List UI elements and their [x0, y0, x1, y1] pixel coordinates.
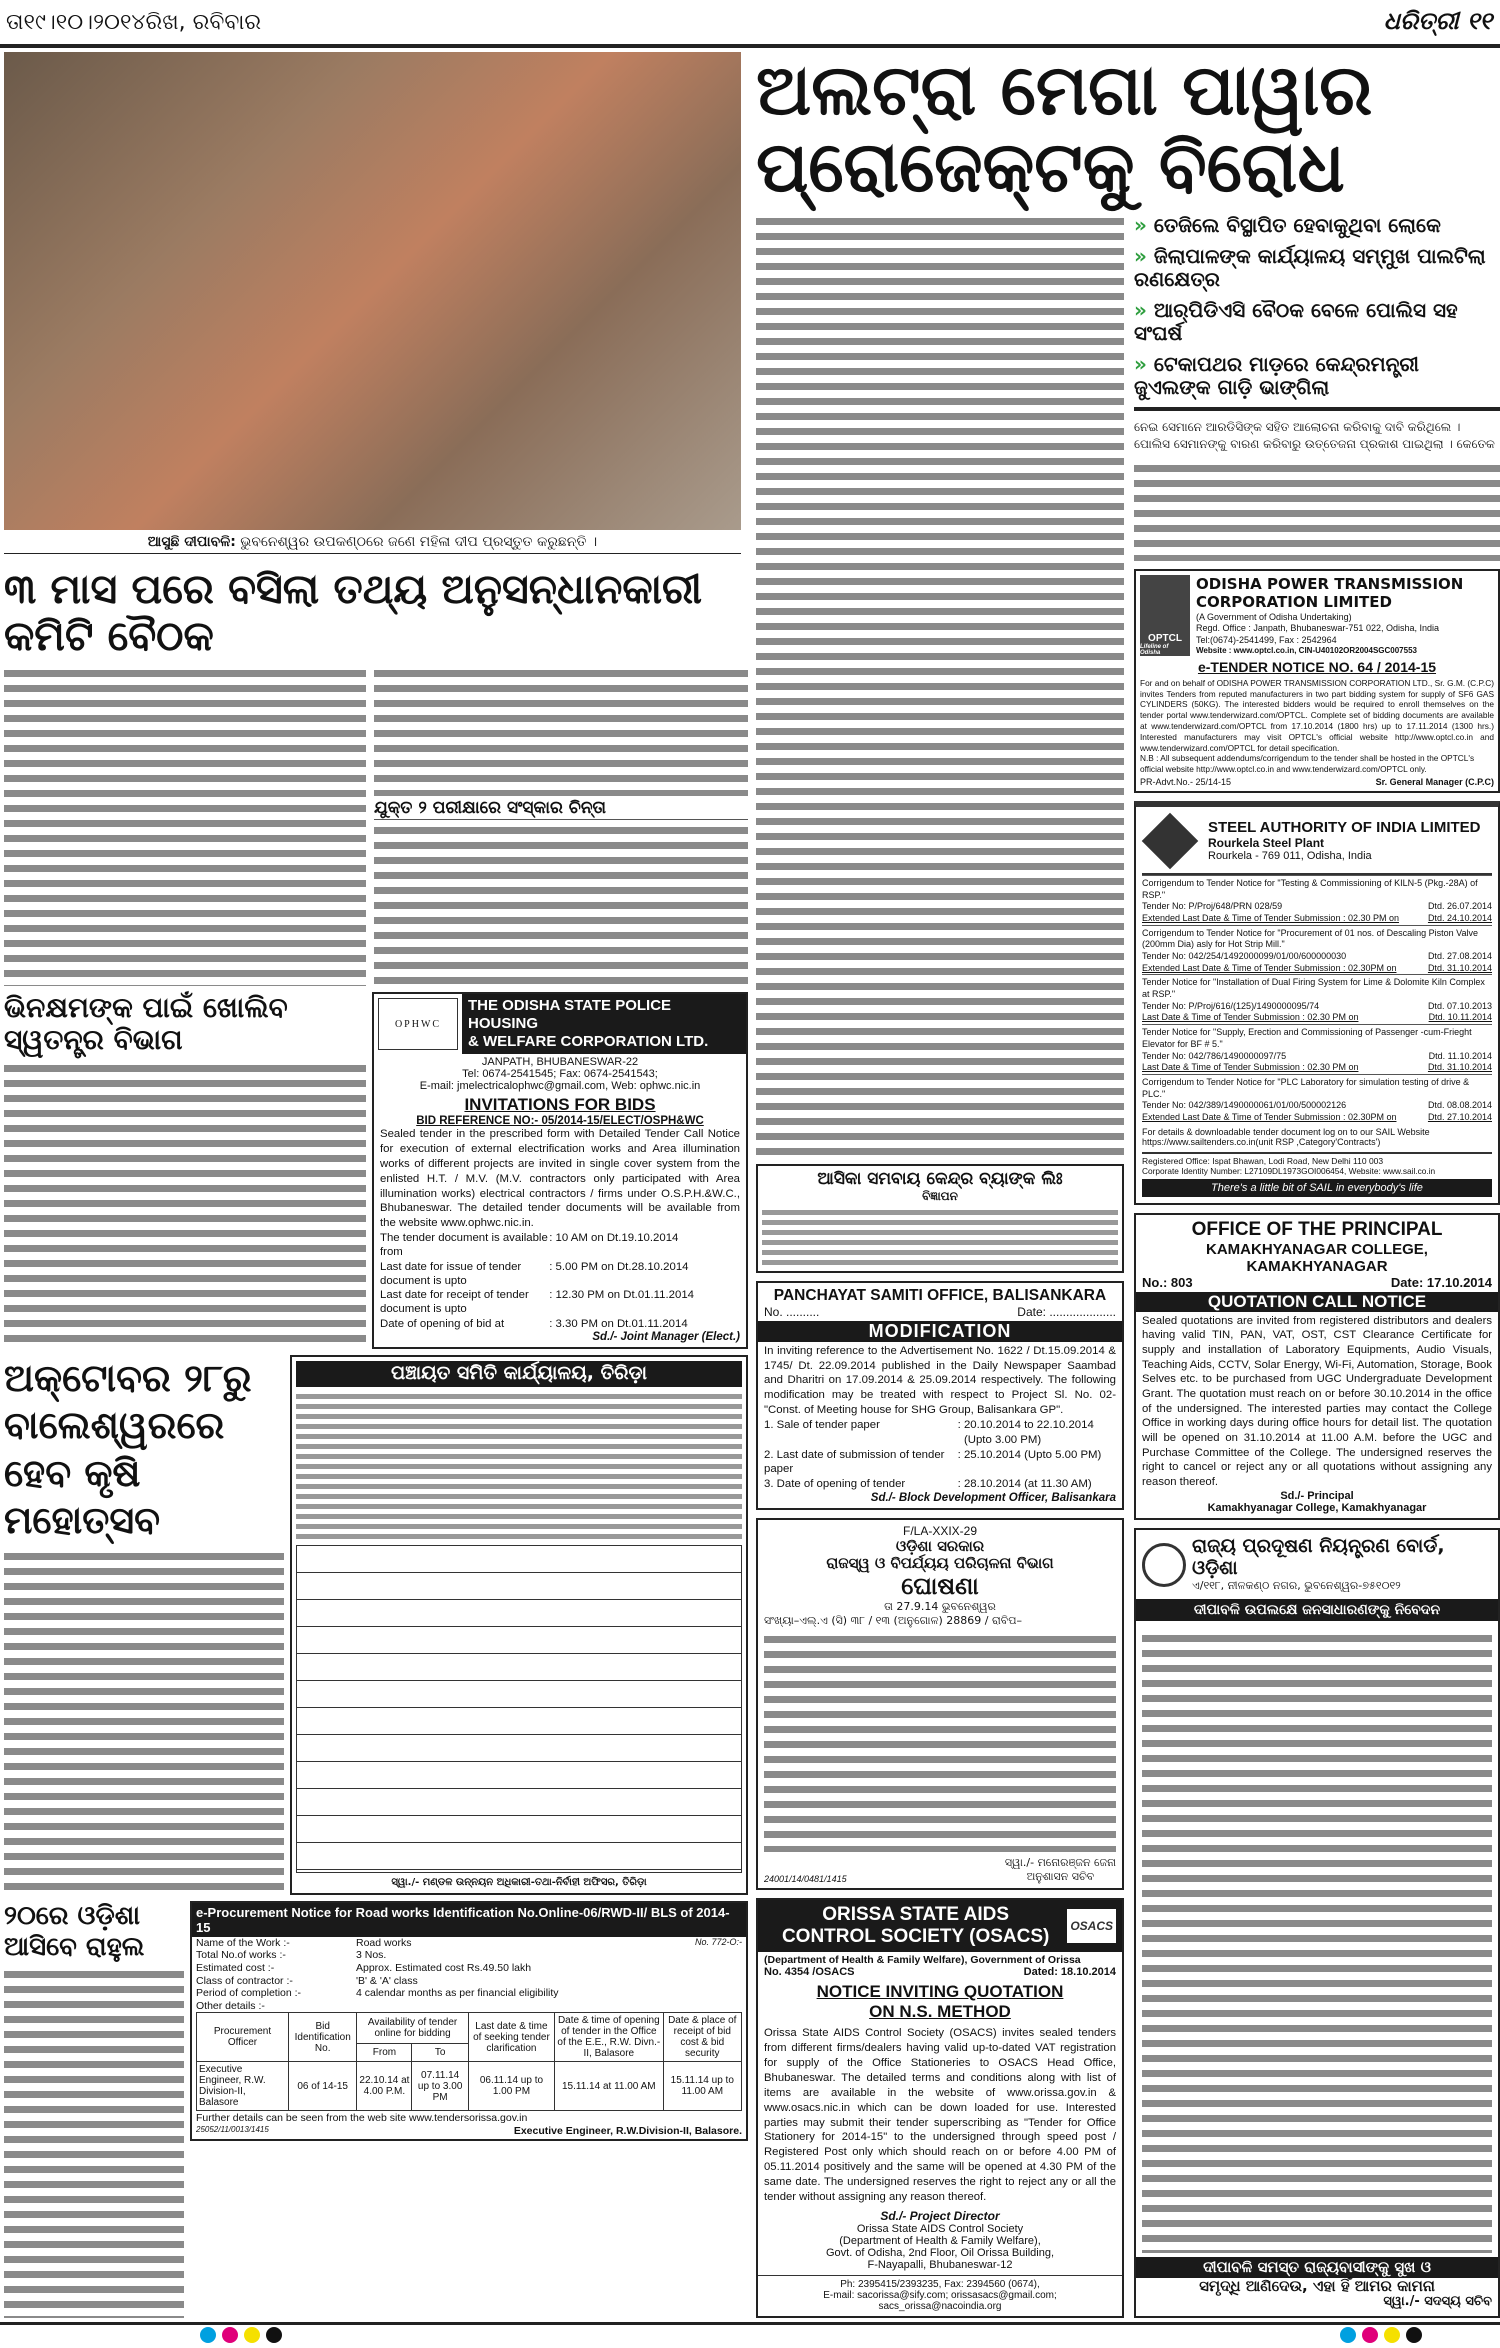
- eproc-title: e-Procurement Notice for Road works Identification No.Online-06/RWD-II/ BLS of 2014-15: [192, 1903, 746, 1937]
- optcl-govt: (A Government of Odisha Undertaking): [1196, 612, 1352, 623]
- modification-banner: MODIFICATION: [758, 1321, 1122, 1342]
- pollution-board-ad: [1134, 1528, 1500, 2318]
- story4-body: [4, 1549, 284, 1895]
- ghosana-title: ଘୋଷଣା: [901, 1571, 979, 1600]
- college-sign-2: Kamakhyanagar College, Kamakhyanagar: [1207, 1501, 1427, 1514]
- ophwc-tel: Tel: 0674-2541545; Fax: 0674-2541543;: [462, 1068, 658, 1081]
- sail-tender-ad: [1134, 801, 1500, 1205]
- issue-date: ତା୧୯।୧୦।୨୦୧୪ରିଖ, ରବିବାର: [6, 10, 262, 35]
- balisankara-no: No. ..........: [764, 1304, 820, 1319]
- ghosana-sign: ସ୍ୱା./- ମନୋରଞ୍ଜନ ଜେନା: [1004, 1856, 1116, 1870]
- story5-headline: ୨୦ରେ ଓଡ଼ିଶା ଆସିବେ ରାହୁଲ: [4, 1900, 145, 1963]
- field-row: Period of completion :- 4 calendar months as per financial eligibility: [196, 1987, 559, 2000]
- ophwc-body: Sealed tender in the prescribed form with Detailed Tender Call Notice for execution of external electrification works and Area illumination works of different projects are invited in single cover system from the enlisted H.T. / M.V. (M.V. contractors only participated with Area illumination works) electrical contractors / firms under O.S.P.H.&W.C., Bhubaneswar. The detailed tender documents will be available from the website www.ophwc.nic.in.: [380, 1128, 740, 1230]
- lead-article-body: [756, 214, 1124, 1156]
- pcb-banner: ଦୀପାବଳି ଉପଲକ୍ଷେ ଜନସାଧାରଣଙ୍କୁ ନିବେଦନ: [1136, 1599, 1498, 1621]
- caption-text: ଭୁବନେଶ୍ୱର ଉପକଣ୍ଠରେ ଜଣେ ମହିଳା ଦୀପ ପ୍ରସ୍ତୁତ କରୁଛନ୍ତି ।: [240, 534, 598, 550]
- tirtol-title: ପଞ୍ଚାୟତ ସମିତି କାର୍ଯ୍ୟାଳୟ, ତିରିଡ଼ା: [296, 1361, 742, 1387]
- field-row: Name of the Work :- Road works: [196, 1936, 412, 1949]
- osacs-body: Orissa State AIDS Control Society (OSACS) invites sealed tenders from different firms/dealers having valid up-to-dated VAT registration for supply of the Office Stationeries to OSACS Head Office, Bhubaneswar. The detailed terms and conditions along with list of items are available in the website of www.orissa.gov.in & www.osacs.nic.in which can be down loaded for use. Interested parties may submit their tender superscribing as "Tender for Office Stationery for 2014-15" to the undersigned through speed post / Registered Post only which should reach on or before 4.00 PM of 05.11.2014 positively and the same will be opened at 4.30 PM of the same date. The undersigned reserves the right to reject any or all the tender without assigning any reason thereof.: [764, 2027, 1116, 2204]
- ophwc-logo: OPHWC: [378, 998, 458, 1050]
- sail-slogan: There's a little bit of SAIL in everybody's life: [1142, 1179, 1492, 1197]
- story3-headline: ଭିନକ୍ଷମଙ୍କ ପାଇଁ ଖୋଲିବ ସ୍ୱତନ୍ତ୍ର ବିଭାଗ: [4, 991, 288, 1057]
- quotation-banner: QUOTATION CALL NOTICE: [1136, 1292, 1498, 1312]
- sail-tender-item: Corrigendum to Tender Notice for "Procurement of 01 nos. of Descaling Piston Valve (200mm Dia) asly for Hot Strip Mill." Tender No: 042/254/1492000099/01/00/600000030 Dtd. 27.08.2014 Extended Last Date & Time of Tender Submission : 02.30PM on Dtd. 31.10.2014: [1142, 925, 1492, 975]
- optcl-tel: Tel:(0674)-2541499, Fax : 2542964: [1196, 634, 1337, 645]
- sail-tender-item: Corrigendum to Tender Notice for "PLC Laboratory for simulation testing of drive & PLC." Tender No: 042/389/1490000061/01/00/500002126 Dtd. 08.08.2014 Extended Last Date & Time of Tender Submission : 02.30PM on Dtd. 27.10.2014: [1142, 1074, 1492, 1124]
- optcl-body: For and on behalf of ODISHA POWER TRANSMISSION CORPORATION LTD., Sr. G.M. (C.P.C) invites Tenders from reputed manufacturers in two part bidding system for supply of SF6 GAS CYLINDERS (50KG). The interested bidders would be required to enroll themselves on the tender portal www.tenderwizard.com/OPTCL. Complete set of bidding documents are available at www.tenderwizard.com/OPTCL from 17.10.2014 (1800 hrs) up to 17.11.2014 (1300 hrs.) Interested manufacturers may visit OPTCL's official website http://www.optcl.co.in and www.tenderwizard.com/OPTCL for detail specification.: [1140, 677, 1494, 753]
- photo-caption: [4, 534, 741, 554]
- optcl-nb: N.B : All subsequent addendums/corrigendum to the tender shall be hosted in the OPTCL's official website http://www.optcl.co.in and www.tenderwizard.com/OPTCL only.: [1140, 753, 1475, 775]
- ophwc-title: INVITATIONS FOR BIDS: [464, 1095, 656, 1115]
- eprocurement-notice: [190, 1901, 748, 2142]
- osacs-quotation-ad: [756, 1898, 1124, 2318]
- ghosana-l2: ରାଜସ୍ୱ ଓ ବିପର୍ଯ୍ୟୟ ପରିଚାଳନା ବିଭାଗ: [826, 1554, 1054, 1573]
- optcl-name-2: CORPORATION LIMITED: [1196, 593, 1392, 612]
- schedule-row: Date of opening of bid at : 3.30 PM on Dt.01.11.2014: [380, 1317, 688, 1330]
- story2-body: [4, 666, 366, 986]
- sail-tender-item: Tender Notice for "Installation of Dual Firing System for Lime & Dolomite Kiln Complex at RSP." Tender No: P/Proj/616/(125)/1490000095/74 Dtd. 07.10.2013 Last Date & Time of Tender Submission : 02.30 PM on Dtd. 10.11.2014: [1142, 974, 1492, 1024]
- college-sign: Sd./- Principal: [1280, 1489, 1354, 1502]
- ghosana-ref: F/LA-XXIX-29: [902, 1524, 978, 1539]
- header-rule: [0, 44, 1500, 48]
- schedule-row: The tender document is available from : 10 AM on Dt.19.10.2014: [380, 1232, 679, 1259]
- tirtol-panchayat-ad: [290, 1355, 748, 1895]
- ghosana-date: ତା 27.9.14 ଭୁବନେଶ୍ୱର: [884, 1600, 996, 1614]
- sail-plant: Rourkela Steel Plant: [1208, 836, 1325, 851]
- sail-name: STEEL AUTHORITY OF INDIA LIMITED: [1208, 819, 1481, 837]
- field-row: Other details :-: [196, 1999, 265, 2012]
- ghosana-l1: ଓଡ଼ିଶା ସରକାର: [895, 1537, 985, 1556]
- sail-cin: Corporate Identity Number: L27109DL1973GOI006454, Website: www.sail.co.in: [1142, 1165, 1436, 1176]
- pcb-footer-2: ସମୃଦ୍ଧି ଆଣିଦେଉ, ଏହା ହିଁ ଆମର କାମନା: [1199, 2276, 1435, 2295]
- osacs-name: ORISSA STATE AIDS: [822, 1904, 1010, 1926]
- pcb-title: ରାଜ୍ୟ ପ୍ରଦୂଷଣ ନିୟନ୍ତ୍ରଣ ବୋର୍ଡ, ଓଡ଼ିଶା: [1192, 1534, 1445, 1579]
- ghosana-code: 24001/14/0481/1415: [764, 1874, 847, 1885]
- eproc-no: No. 772-O:-: [694, 1936, 742, 1947]
- lead-body-continued: ନେଇ ସେମାନେ ଆରଡିସିଙ୍କ ସହିତ ଆଲୋଚନା କରିବାକୁ ଦାବି କରିଥିଲେ । ପୋଲିସ ସେମାନଙ୍କୁ ବାରଣ କରିବାରୁ ଉତ୍ତେଜନା ପ୍ରକାଶ ପାଇଥିଲା । କେତେକ: [1134, 420, 1495, 451]
- balisankara-sign: Sd./- Block Development Officer, Balisankara: [870, 1492, 1116, 1505]
- osacs-address: Orissa State AIDS Control Society (Department of Health & Family Welfare), Govt. of Odisha, 2nd Floor, Oil Orissa Building, F-Nayapalli, Bhubaneswar-12: [825, 2223, 1055, 2271]
- optcl-tender-ad: [1134, 569, 1500, 793]
- osacs-name-2: CONTROL SOCIETY (OSACS): [781, 1926, 1050, 1948]
- pcb-footer: ଦୀପାବଳି ସମସ୍ତ ରାଜ୍ୟବାସୀଙ୍କୁ ସୁଖ ଓ: [1136, 2257, 1498, 2278]
- ophwc-bid-ad: [372, 992, 748, 1349]
- story2-subhead: ଯୁକ୍ତ ୨ ପରୀକ୍ଷାରେ ସଂସ୍କାର ଚିନ୍ତା: [374, 799, 748, 820]
- optcl-address: Regd. Office : Janpath, Bhubaneswar-751 022, Odisha, India: [1196, 623, 1439, 634]
- bank-ad-title: ଆସିକା ସମବାୟ କେନ୍ଦ୍ର ବ୍ୟାଙ୍କ ଲିଃ: [817, 1169, 1063, 1190]
- optcl-logo: OPTCL Lifeline of Odisha: [1140, 575, 1190, 656]
- left-region: [4, 566, 748, 2318]
- schedule-row: Last date for issue of tender document is upto : 5.00 PM on Dt.28.10.2014: [380, 1260, 689, 1287]
- college-body: Sealed quotations are invited from registered distributors and dealers having valid TIN, PAN, VAT, OST, CST Clearance Certificate for supply and installation of Laboratory Equipments, Audio Visuals, Teaching Aids, CCTV, Solar Energy, Wi-Fi, Automation, Storage, Book Selves etc. to be purchased from UGC Undergraduate Development Grant. The quotation must reach on or before 30.10.2014 in the office of the undersigned. The interested parties may contact the College Office in working days during office hours for detail list. The quotation will be opened on 31.10.2014 at 11.00 A.M. before the UGC and Purchase Committee of the College. The undersigned reserves the right to cancel or reject any or all quotations without assigning any reason thereof.: [1142, 1314, 1492, 1489]
- optcl-web: Website : www.optcl.co.in, CIN-U40102OR2004SGC007553: [1196, 645, 1417, 655]
- osacs-contact: Ph: 2395415/2393235, Fax: 2394560 (0674), E-mail: sacorissa@sify.com; orissasacs@gmail.com; sacs_orissa@nacoindia.org: [758, 2275, 1122, 2312]
- story2-headline: ୩ ମାସ ପରେ ବସିଲା ତଥ୍ୟ ଅନୁସନ୍ଧାନକାରୀ କମିଟି ବୈଠକ: [4, 565, 703, 661]
- college-office: OFFICE OF THE PRINCIPAL: [1191, 1218, 1443, 1240]
- sail-details: For details & downloadable tender document log on to our SAIL Website https://www.sailtenders.co.in(unit RSP ,Category'Contracts'): [1142, 1126, 1430, 1147]
- diya-photo: [4, 52, 741, 530]
- ophwc-address: JANPATH, BHUBANESWAR-22: [481, 1056, 639, 1069]
- bank-ad-sub: ବିଜ୍ଞାପନ: [922, 1188, 958, 1203]
- eproc-further: Further details can be seen from the web site www.tendersorissa.gov.in: [196, 2112, 528, 2125]
- bullet-item: » ତେଜିଲେ ବିସ୍ଥାପିତ ହେବାକୁଥିବା ଲୋକେ: [1134, 213, 1441, 237]
- osacs-title: NOTICE INVITING QUOTATION: [816, 1982, 1064, 2002]
- tirtol-works-table: [296, 1545, 742, 1874]
- optcl-name: ODISHA POWER TRANSMISSION: [1196, 574, 1464, 593]
- pcb-logo-icon: [1142, 1543, 1186, 1587]
- schedule-row: 3. Date of opening of tender : 28.10.2014 (at 11.30 AM): [764, 1478, 1092, 1491]
- osacs-date: Dated: 18.10.2014: [1023, 1966, 1116, 1979]
- schedule-row: 1. Sale of tender paper : 20.10.2014 to 22.10.2014 (Upto 3.00 PM): [764, 1418, 1094, 1446]
- table-row: Executive Engineer, R.W. Division-II, Balasore 06 of 14-15 22.10.14 at 4.00 P.M. 07.11.14 up to 3.00 PM 06.11.14 up to 1.00 PM 15.11.14 at 11.00 AM 15.11.14 up to 11.00 AM: [197, 2062, 742, 2111]
- sail-tender-list: [1142, 875, 1492, 1124]
- field-row: Class of contractor :- 'B' & 'A' class: [196, 1974, 418, 1987]
- osacs-sign: Sd./- Project Director: [880, 2209, 1000, 2223]
- college-quotation-ad: [1134, 1213, 1500, 1520]
- bullet-item: » ଆର୍‌ପିଡିଏସି ବୈଠକ ବେଳେ ପୋଲିସ ସହ ସଂଘର୍ଷ: [1134, 298, 1458, 345]
- ghosana-sign-title: ଅନୁଶାସନ ସଚିବ: [1026, 1870, 1095, 1884]
- sail-reg-office: Registered Office: Ispat Bhawan, Lodi Road, New Delhi 110 003: [1142, 1152, 1492, 1166]
- ophwc-sign: Sd./- Joint Manager (Elect.): [592, 1330, 740, 1343]
- story5-body: [4, 1967, 184, 2318]
- right-region: [756, 49, 1500, 2318]
- field-row: Total No.of works :- 3 Nos.: [196, 1949, 387, 1962]
- caption-label: ଆସୁଛି ଦୀପାବଳି:: [147, 534, 236, 550]
- bullet-item: » ଜିଲାପାଳଙ୍କ କାର୍ଯ୍ୟାଳୟ ସମ୍ମୁଖ ପାଲଟିଲା ରଣକ୍ଷେତ୍ର: [1134, 244, 1486, 291]
- lead-headline: ଅଲଟ୍ରା ମେଗା ପାୱାର ପ୍ରୋଜେକ୍ଟକୁ ବିରୋଧ: [756, 49, 1373, 208]
- osacs-dept: (Department of Health & Family Welfare), Government of Orissa: [764, 1954, 1081, 1967]
- schedule-row: Last date for receipt of tender document is upto : 12.30 PM on Dt.01.11.2014: [380, 1289, 695, 1316]
- bank-ad: [756, 1164, 1124, 1272]
- tirtol-sign: ସ୍ୱା./- ମଣ୍ଡଳ ଉନ୍ନୟନ ଅଧିକାରୀ-ତଥା-ନିର୍ବାହୀ ଅଫିସର, ତିରିଡ଼ା: [391, 1877, 647, 1889]
- optcl-sign: Sr. General Manager (C.P.C): [1375, 776, 1494, 787]
- registration-marks: [200, 2327, 288, 2348]
- sail-tender-item: Tender Notice for "Supply, Erection and Commissioning of Passenger -cum-Frieght Elevator for BF # 5." Tender No: 042/786/1490000097/75 Dtd. 11.10.2014 Last Date & Time of Tender Submission : 02.30 PM on Dtd. 31.10.2014: [1142, 1024, 1492, 1074]
- revenue-dept-announcement: [756, 1518, 1124, 1890]
- ophwc-name-2: & WELFARE CORPORATION LTD.: [468, 1033, 709, 1051]
- balisankara-title: PANCHAYAT SAMITI OFFICE, BALISANKARA: [773, 1286, 1107, 1304]
- schedule-row: 2. Last date of submission of tender paper : 25.10.2014 (Upto 5.00 PM): [764, 1448, 1102, 1476]
- field-row: Estimated cost :- Approx. Estimated cost Rs.49.50 lakh: [196, 1962, 532, 1975]
- osacs-title-2: ON N.S. METHOD: [869, 2002, 1011, 2022]
- ophwc-name: THE ODISHA STATE POLICE HOUSING: [468, 997, 672, 1033]
- balisankara-date: Date: ....................: [1017, 1304, 1116, 1319]
- balisankara-modification-ad: [756, 1281, 1124, 1510]
- college-no: No.: 803: [1142, 1274, 1193, 1290]
- eprocurement-table: Procurement Officer Bid Identification No. Availability of tender online for bidding Last date & time of seeking tender clarification Date & time of opening of tender in the Office of the E.E., R.W. Divn.-II, Balasore Date & place of receipt of bid cost & bid security From To Executive Engineer, R.W. Division-II, Balasore 06 of 14-15 22.10.14 at 4.00 P.M. 07.11.14 up to 3.00 PM 06.11.14 up to 1.00 PM 15.11.14 at 11.00 AM 15.11.14 up to 11.00 AM: [196, 2012, 742, 2111]
- story3-body: [4, 1061, 366, 1349]
- ophwc-email: E-mail: jmelectricalophwc@gmail.com, Web: ophwc.nic.in: [419, 1080, 701, 1093]
- pcb-address: ଏ/୧୧୮, ନୀଳକଣ୍ଠ ନଗର, ଭୁବନେଶ୍ୱର-୭୫୧୦୧୨: [1192, 1579, 1401, 1593]
- college-name: KAMAKHYANAGAR COLLEGE, KAMAKHYANAGAR: [1206, 1240, 1428, 1275]
- ophwc-ref: BID REFERENCE NO:- 05/2014-15/ELECT/OSPH&WC: [416, 1115, 704, 1128]
- sail-logo-icon: [1142, 813, 1199, 870]
- eproc-code: 25052/11/0013/1415: [196, 2125, 269, 2135]
- ghosana-first-line: ସଂଖ୍ୟା–ଏଲ୍.ଏ (ସି) ୩୮ / ୧୩ (ଅନୁଗୋଳ) 28869 / ରାବିପ–: [764, 1614, 1022, 1628]
- optcl-advt: PR-Advt.No.- 25/14-15: [1140, 776, 1232, 787]
- sail-address: Rourkela - 769 011, Odisha, India: [1208, 850, 1372, 863]
- optcl-notice-title: e-TENDER NOTICE NO. 64 / 2014-15: [1197, 658, 1437, 675]
- osacs-no: No. 4354 /OSACS: [764, 1966, 855, 1979]
- lead-bullets: [1134, 214, 1500, 399]
- registration-marks: [1340, 2327, 1428, 2348]
- college-date: Date: 17.10.2014: [1390, 1274, 1492, 1290]
- eproc-sign: Executive Engineer, R.W.Division-II, Balasore.: [513, 2125, 742, 2138]
- bullet-item: » ଟେକାପଥର ମାଡ଼ରେ କେନ୍ଦ୍ରମନ୍ତ୍ରୀ ଜୁଏଲଙ୍କ ଗାଡ଼ି ଭାଙ୍ଗିଲା: [1134, 352, 1419, 399]
- osacs-logo: OSACS: [1067, 1909, 1116, 1943]
- pcb-sign: ସ୍ୱା./- ସଦସ୍ୟ ସଚିବ: [1383, 2294, 1492, 2310]
- page-number: ଧରିତ୍ରୀ ୧୧: [1383, 7, 1492, 35]
- balisankara-body: In inviting reference to the Advertisement No. 1622 / Dt.15.09.2014 & 1745/ Dt. 22.09.2014 published in the Daily Newspaper Saambad and Dharitri on 17.09.2014 & 25.09.2014 respectively. The following modification may be treated with respect to Project Sl. No. 02- "Const. of Meeting house for SHG Group, Balisankara GP".: [764, 1344, 1116, 1417]
- sail-tender-item: Corrigendum to Tender Notice for "Testing & Commissioning of KILN-5 (Pkg.-28A) of RSP." Tender No: P/Proj/648/PRN 028/59 Dtd. 26.07.2014 Extended Last Date & Time of Tender Submission : 02.30 PM on Dtd. 24.10.2014: [1142, 875, 1492, 925]
- story4-headline: ଅକ୍ଟୋବର ୨୮ରୁ ବାଲେଶ୍ୱରରେ ହେବ କୃଷି ମହୋତ୍ସବ: [4, 1355, 252, 1543]
